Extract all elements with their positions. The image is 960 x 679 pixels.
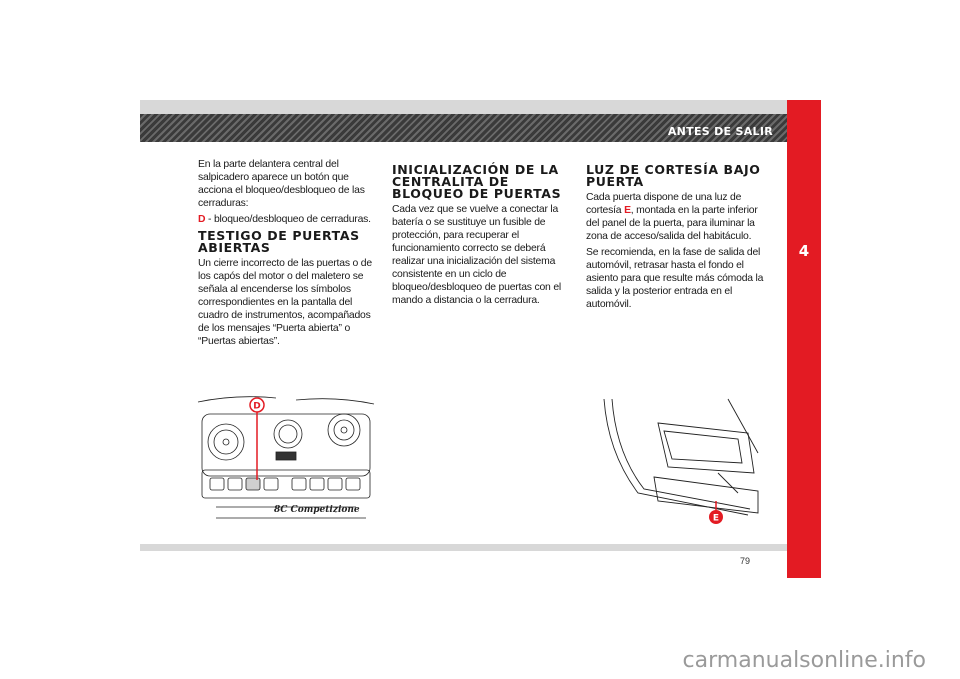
col3-body-1 <box>586 191 766 243</box>
col3-body-2: Se recomienda, en la fase de salida del automóvil, retrasar hasta el fondo el asiento para que resulte más cómoda la salida y la posterior entrada en el automóvil. <box>586 247 764 310</box>
door-illustration <box>598 393 762 528</box>
col1-item-text: - bloqueo/desbloqueo de cerraduras. <box>205 214 371 225</box>
col3-body-1-text: Cada puerta dispone de una luz de cortesía <box>586 192 742 216</box>
col1-intro: En la parte delantera central del salpicadero aparece un botón que acciona el bloqueo/desbloqueo de las cerraduras: <box>198 159 365 209</box>
brand-logo-text: 8C Competizione <box>274 505 360 515</box>
dashboard-figure <box>196 392 376 527</box>
section-title: ANTES DE SALIR <box>667 125 773 138</box>
col2-body: Cada vez que se vuelve a conectar la batería o se sustituye un fusible de protección, para recuperar el funcionamiento correcto se deberá realizar una inicialización del sistema consistente en un ciclo de bloqueo/desbloqueo de puertas con el mando a distancia o la cerradura. <box>392 204 562 306</box>
dashboard-illustration <box>196 392 376 527</box>
callout-e-text: E <box>712 513 720 524</box>
heading-luz-cortesia: LUZ DE CORTESÍA BAJO PUERTA <box>586 162 761 189</box>
heading-testigo-puertas: TESTIGO DE PUERTAS ABIERTAS <box>198 228 360 255</box>
watermark: carmanualsonline.info <box>682 648 926 673</box>
col1-item <box>198 213 378 226</box>
callout-d-text: D <box>253 401 261 412</box>
callout-d-label: D <box>198 214 206 225</box>
heading-inicializacion: INICIALIZACIÓN DE LA CENTRALITA DE BLOQUEO DE PUERTAS <box>392 162 562 201</box>
column-3 <box>586 158 766 314</box>
column-2 <box>392 158 572 310</box>
col1-body: Un cierre incorrecto de las puertas o de los capós del motor o del maletero se señala al encenderse los símbolos correspondientes en la pantalla del cuadro de instrumentos, acompañados de los mensajes “Puerta abierta” o “Puertas abiertas”. <box>198 258 372 347</box>
callout-e-label: E <box>624 205 631 216</box>
header-grey-strip <box>140 100 787 114</box>
page-number: 79 <box>740 556 751 566</box>
door-figure <box>598 393 762 528</box>
footer-grey-strip <box>140 544 787 551</box>
col3-body-1-rest: , montada en la parte inferior del panel de la puerta, para iluminar la zona de acceso/salida del habitáculo. <box>586 205 758 242</box>
chapter-tab <box>787 100 821 578</box>
chapter-number: 4 <box>798 242 810 260</box>
column-1 <box>198 158 378 351</box>
